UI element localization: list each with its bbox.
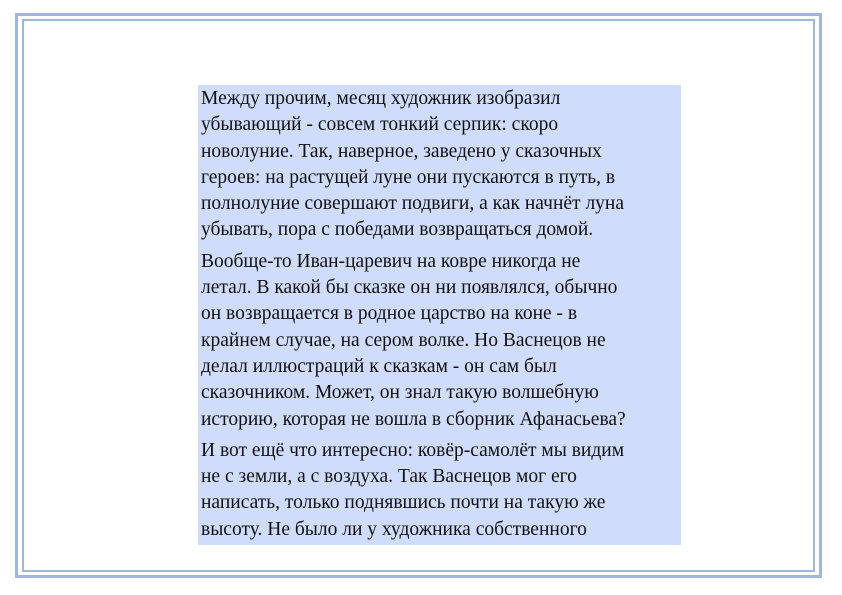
paragraph-1 <box>201 86 679 244</box>
text-line: историю, которая не вошла в сборник Афанасьева? <box>201 408 626 430</box>
text-line: убывать, пора с победами возвращаться домой. <box>201 219 594 241</box>
text-line: сказочником. Может, он знал такую волшебную <box>201 382 599 404</box>
text-line: И вот ещё что интересно: ковёр-самолёт мы видим <box>201 439 625 461</box>
text-line: не с земли, а с воздуха. Так Васнецов мог его <box>201 466 577 488</box>
text-line: убывающий - совсем тонкий серпик: скоро <box>201 114 559 136</box>
text-line: делал иллюстраций к сказкам - он сам был <box>201 355 557 377</box>
text-line: он возвращается в родное царство на коне - в <box>201 303 578 325</box>
text-line: полнолуние совершают подвиги, а как начнёт луна <box>201 193 625 215</box>
text-line: крайнем случае, на сером волке. Но Васнецов не <box>201 329 606 351</box>
text-line: Между прочим, месяц художник изобразил <box>201 88 561 109</box>
text-line: героев: на растущей луне они пускаются в путь, в <box>201 166 616 188</box>
text-line: Вообще-то Иван-царевич на ковре никогда не <box>201 250 581 272</box>
text-line: новолуние. Так, наверное, заведено у сказочных <box>201 140 602 162</box>
text-line: летал. В какой бы сказке он ни появлялся, обычно <box>201 277 618 299</box>
paragraph-3 <box>201 438 679 543</box>
text-block <box>198 85 681 545</box>
paragraph-2 <box>201 249 679 433</box>
text-line: высоту. Не было ли у художника собственного <box>201 518 587 540</box>
text-line: написать, только поднявшись почти на такую же <box>201 492 606 514</box>
